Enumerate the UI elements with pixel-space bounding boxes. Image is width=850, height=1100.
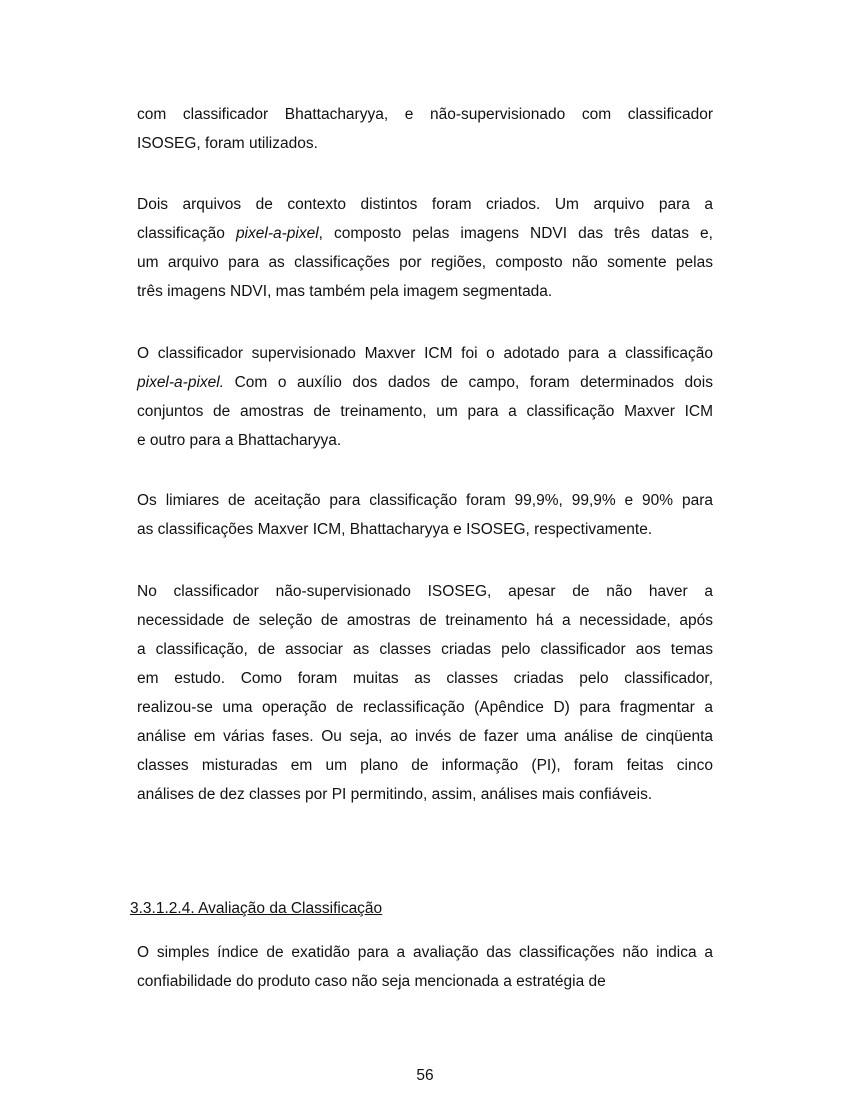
italic-term: pixel-a-pixel.: [137, 374, 225, 391]
text-line: com classificador Bhattacharyya, e não-supervisionado com classificador: [137, 106, 713, 123]
section-heading: 3.3.1.2.4. Avaliação da Classificação: [130, 900, 383, 917]
text-line: ISOSEG, foram utilizados.: [137, 135, 318, 152]
text-line: confiabilidade do produto caso não seja mencionada a estratégia de: [137, 973, 606, 990]
paragraph-6: [137, 938, 713, 996]
text-line: Os limiares de aceitação para classificação foram 99,9%, 99,9% e 90% para: [137, 492, 713, 509]
text-line: um arquivo para as classificações por regiões, composto não somente pelas: [137, 254, 713, 271]
text-line: realizou-se uma operação de reclassificação (Apêndice D) para fragmentar a: [137, 699, 713, 716]
text-line: a classificação, de associar as classes criadas pelo classificador aos temas: [137, 641, 713, 658]
text-line: em estudo. Como foram muitas as classes criadas pelo classificador,: [137, 670, 713, 687]
text-line: necessidade de seleção de amostras de treinamento há a necessidade, após: [137, 612, 713, 629]
paragraph-2: [137, 190, 713, 306]
text-line: análises de dez classes por PI permitindo, assim, análises mais confiáveis.: [137, 786, 653, 803]
text-line: e outro para a Bhattacharyya.: [137, 432, 342, 449]
text-line: O simples índice de exatidão para a avaliação das classificações não indica a: [137, 944, 713, 961]
text-line: Dois arquivos de contexto distintos foram criados. Um arquivo para a: [137, 196, 713, 213]
page-number: 56: [416, 1067, 434, 1084]
text-line: conjuntos de amostras de treinamento, um para a classificação Maxver ICM: [137, 403, 713, 420]
text-line: análise em várias fases. Ou seja, ao invés de fazer uma análise de cinqüenta: [137, 728, 713, 745]
paragraph-5: [137, 577, 713, 809]
text-line: classificação pixel-a-pixel, composto pelas imagens NDVI das três datas e,: [137, 225, 713, 242]
paragraph-3: [137, 339, 713, 455]
italic-term: pixel-a-pixel: [235, 225, 319, 242]
text-line: O classificador supervisionado Maxver ICM foi o adotado para a classificação: [137, 345, 713, 362]
text-line: as classificações Maxver ICM, Bhattacharyya e ISOSEG, respectivamente.: [137, 521, 653, 538]
paragraph-1: [137, 100, 713, 158]
text-line: No classificador não-supervisionado ISOSEG, apesar de não haver a: [137, 583, 713, 600]
text-line: classes misturadas em um plano de informação (PI), foram feitas cinco: [137, 757, 713, 774]
paragraph-4: [137, 486, 713, 544]
text-line: três imagens NDVI, mas também pela imagem segmentada.: [137, 283, 553, 300]
text-line: pixel-a-pixel. Com o auxílio dos dados de campo, foram determinados dois: [137, 374, 713, 391]
